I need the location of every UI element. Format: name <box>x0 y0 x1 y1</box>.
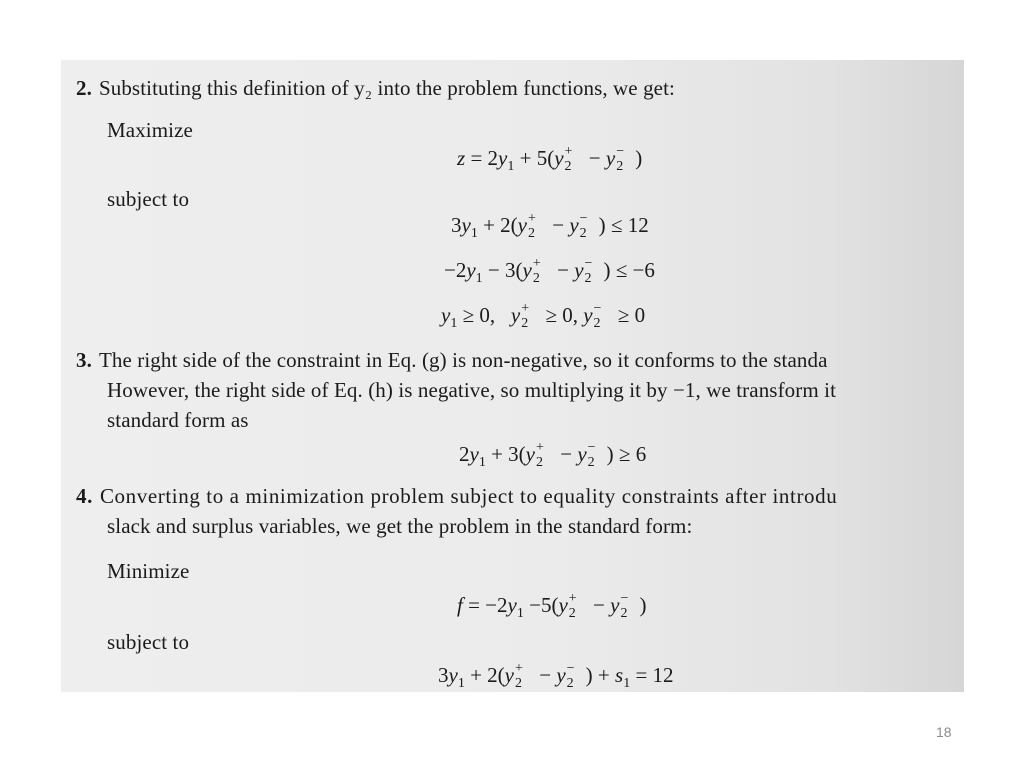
step-4-line-2: slack and surplus variables, we get the problem in the standard form: <box>107 514 693 538</box>
transformed-constraint-equation: $2y_1 + 3(y$ + 2 − y − 2 ) ≥ 6 <box>459 440 647 470</box>
step-3-line-2: However, the right side of Eq. (h) is negative, so multiplying it by −1, we transform it <box>107 378 837 402</box>
step-3-line-3: standard form as <box>107 408 249 432</box>
step-2-line-1 <box>76 76 675 100</box>
step-2-number: 2. <box>76 76 92 100</box>
page-number: 18 <box>936 724 952 740</box>
step-4-text-1: Converting to a minimization problem subject to equality constraints after introdu <box>99 484 838 508</box>
objective-max-equation: $z = 2y_1 + 5(y$ + 2 − y − 2 ) <box>457 144 643 174</box>
subject-to-label-1: subject to <box>107 187 190 211</box>
step-4-number: 4. <box>76 484 93 508</box>
constraint-1-equation: $3y_1 + 2(y$ + 2 − y − 2 ) ≤ 12 <box>451 211 649 241</box>
step-2-text: Substituting this definition of y₂ into the problem functions, we get: <box>98 76 675 100</box>
maximize-label: Maximize <box>107 118 193 142</box>
constraint-2-equation: $-2y_1 - 3(y$ + 2 − y − 2 ) ≤ −6 <box>444 256 655 286</box>
objective-min-equation: $f = -2y_1 -5(y$ + 2 − y − 2 ) <box>457 591 647 621</box>
minimize-label: Minimize <box>107 559 190 583</box>
scanned-textbook-page <box>61 60 964 692</box>
subject-to-label-2: subject to <box>107 630 190 654</box>
step-3-line-1 <box>76 348 828 372</box>
standard-constraint-1-equation: $3y_1 + 2(y$ + 2 − y − 2 ) + $s_1 = 12$ <box>438 661 674 691</box>
step-3-text-1: The right side of the constraint in Eq. (g) is non-negative, so it conforms to the standa <box>98 348 828 372</box>
nonnegativity-equation: $y_1 \ge 0$, y + 2 ≥ 0, y − 2 ≥ 0 <box>441 301 646 331</box>
step-4-line-1 <box>76 484 837 508</box>
step-3-number: 3. <box>76 348 92 372</box>
